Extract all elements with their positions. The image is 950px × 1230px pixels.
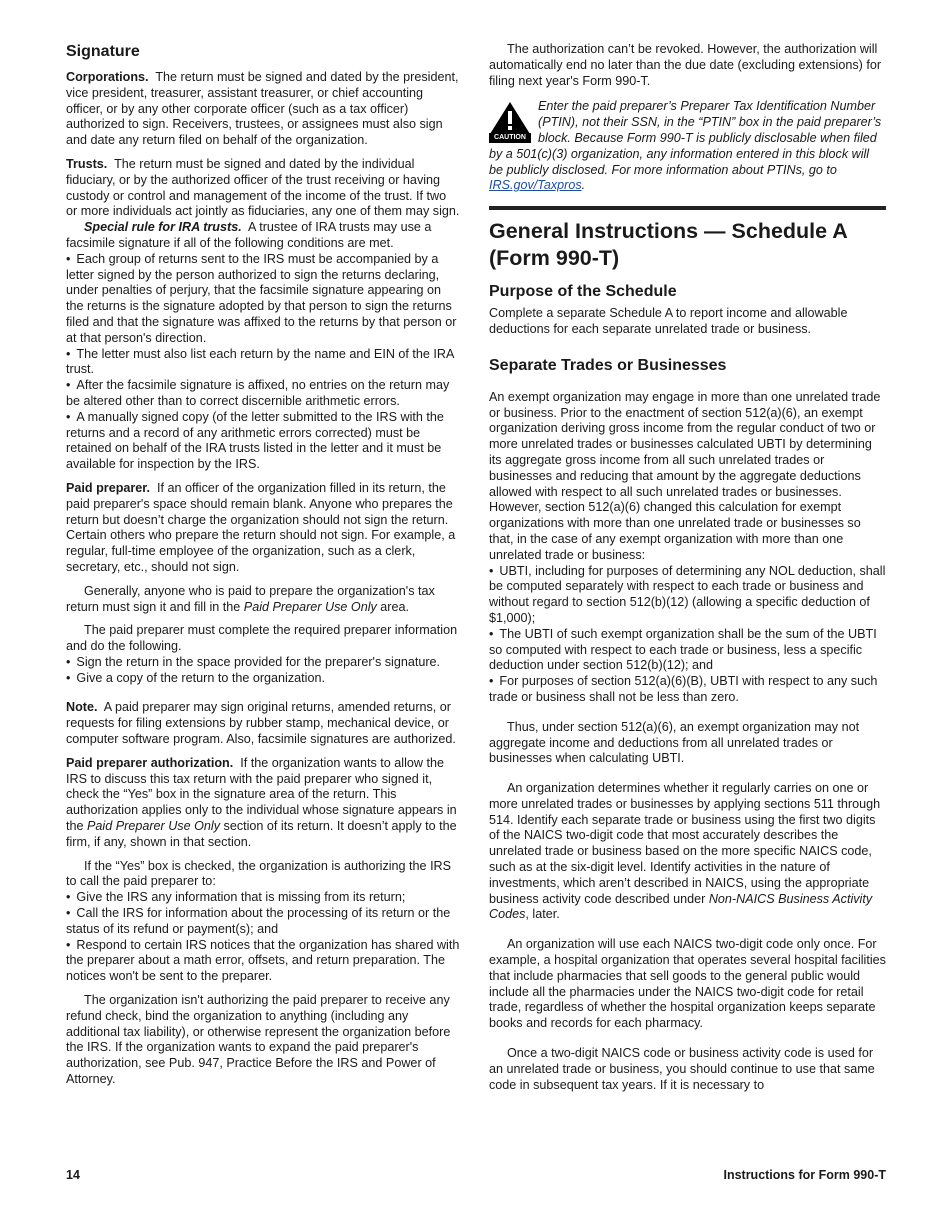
corporations-lead: Corporations. [66,70,149,84]
separate-bullet: • The UBTI of such exempt organization shall be the sum of the UBTI so computed with respect to each trade or business, less a specific deduction under section 512(b)(12); and [489,627,886,674]
authorization-bullet: • Respond to certain IRS notices that the organization has shared with the preparer about a math error, offsets, and return preparation. The notices won't be sent to the preparer. [66,938,460,985]
left-column [66,38,460,1088]
authorization-text-italic: Paid Preparer Use Only [87,819,221,834]
trusts-paragraph [66,157,460,220]
ira-paragraph [66,220,460,252]
preparer-bullet: • Sign the return in the space provided for the preparer's signature. [66,655,460,671]
generally-text-b: area. [380,599,410,614]
naics-once-paragraph: An organization will use each NAICS two-digit code only once. For example, a hospital organization that operates several hospital facilities that include pharmacies that sell goods to the general public would include all the pharmacies under the NAICS two-digit code for retail trade, regardless of whether the hospital organization keeps separate books and records for each pharmacy. [489,937,886,1031]
trusts-lead: Trusts. [66,156,108,171]
ira-bullet: • After the facsimile signature is affixed, no entries on the return may be altered other than to correct discernible arithmetic errors. [66,378,460,410]
authorization-bullet: • Call the IRS for information about the processing of its return or the status of its refund or payment(s); and [66,906,460,938]
warning-triangle-icon [489,101,531,135]
corporations-paragraph [66,70,460,149]
paid-preparer-text: If an officer of the organization filled in its return, the paid preparer's space should remain blank. Anyone who prepares the return but doesn’t charge the organization should not sign the return. Certain others who prepare the return should not sign. For example, a regular, full-time employee of the organization, such as a clerk, secretary, etc., should not sign. [66,480,456,574]
irs-taxpros-link[interactable]: IRS.gov/Taxpros [489,178,582,193]
schedule-a-heading: General Instructions — Schedule A (Form 990-T) [489,219,848,271]
revoke-paragraph: The authorization can’t be revoked. However, the authorization will automatically end no later than the due date (excluding extensions) for filing next year's Form 990-T. [489,42,882,88]
note-lead: Note. [66,700,98,715]
preparer-bullet: • Give a copy of the return to the organization. [66,671,460,687]
page-number: 14 [66,1168,80,1182]
generally-text-a: Generally, anyone who is paid to prepare the organization's tax return must sign it and fill in the [66,583,435,614]
separate-trades-paragraph: An exempt organization may engage in more than one unrelated trade or business. Prior to the enactment of section 512(a)(6), an exempt organization deriving gross income from the regular conduct of two or more unrelated trades or businesses calculated UBTI by determining its aggregate gross income from all such unrelated trades or businesses and reducing that amount by the aggregate deductions allowed with respect to all such unrelated trades or businesses. However, section 512(a)(6) changed this calculation for exempt organizations with more than one unrelated trade or businesses so that, in the case of any exempt organization with more than one unrelated trade or business: [489,389,881,562]
purpose-heading: Purpose of the Schedule [489,283,677,301]
note-paragraph [66,700,460,747]
caution-icon [489,101,531,143]
authorization-closing-paragraph: The organization isn't authorizing the paid preparer to receive any refund check, bind the organization to anything (including any additional tax liability), or otherwise represent the organization before the IRS. If the organization wants to expand the paid preparer's authorization, see Pub. 947, Practice Before the IRS and Power of Attorney. [66,993,451,1087]
caution-text: Enter the paid preparer’s Preparer Tax Identification Number (PTIN), not their SSN, in the “PTIN” box in the paid preparer’s block. Because Form 990-T is publicly disclosable when filed by a 501(c)(3) organization, any information entered in this block will be publicly disclosed. For more information about PTINs, go to [489,99,882,177]
authorization-lead: Paid preparer authorization. [66,755,234,770]
determines-paragraph [489,781,886,923]
authorization-paragraph [66,756,460,851]
generally-text-italic: Paid Preparer Use Only [243,599,377,614]
yes-box-paragraph: If the “Yes” box is checked, the organization is authorizing the IRS to call the paid preparer to: [66,858,452,889]
footer-title: Instructions for Form 990-T [723,1168,886,1182]
separate-bullet: • UBTI, including for purposes of determining any NOL deduction, shall be computed separately with respect to each trade or business and without regard to section 512(b)(12) (allowing a specific deduction of $1,000); [489,564,886,627]
thus-paragraph: Thus, under section 512(a)(6), an exempt organization may not aggregate income and deductions from all unrelated trades or businesses when calculating UBTI. [489,719,860,766]
separate-trades-heading: Separate Trades or Businesses [489,356,727,374]
once-used-paragraph: Once a two-digit NAICS code or business activity code is used for an unrelated trade or business, you should continue to use that same code in subsequent tax years. If it is necessary to [489,1046,875,1092]
generally-paragraph [66,584,460,616]
authorization-text-a: If the organization wants to allow the IRS to discuss this tax return with the paid preparer who signed it, check the “Yes” box in the signature area of the return. This authorization applies only to the individual whose signature appears in the [66,755,457,834]
determines-text-a: An organization determines whether it regularly carries on one or more unrelated trades or businesses by applying sections 511 through 514. Identify each separate trade or business using the first two digits of the NAICS two-digit code that most accurately describes the unrelated trade or business based on the more specific NAICS code, such as at the six-digit level. Identify activities in the nature of investments, which aren’t described in NAICS, using the appropriate business activity code described under [489,781,881,906]
ira-bullet: • A manually signed copy (of the letter submitted to the IRS with the returns and a record of any arithmetic errors corrected) must be retained on behalf of the IRA trusts listed in the letter and it must be available for inspection by the IRS. [66,410,460,473]
purpose-paragraph: Complete a separate Schedule A to report income and allowable deductions for each separate unrelated trade or business. [489,306,848,336]
paid-preparer-paragraph [66,481,460,576]
authorization-text-b: section of its return. It doesn’t apply to the firm, if any, shown in that section. [66,819,457,849]
ira-text: A trustee of IRA trusts may use a facsimile signature if all of the following conditions are met. [66,220,432,250]
caution-note: CAUTION Enter the paid preparer’s Preparer Tax Identification Number (PTIN), not their SSN, in the “PTIN” box in the paid preparer’s block. Because Form 990-T is publicly disclosable when filed by a 501(c)(3) organization, any information entered in this block will be publicly disclosed. For more information about PTINs, go to IRS.gov/Taxpros. [489,99,882,193]
trusts-text: The return must be signed and dated by the individual fiduciary, or by the authorized officer of the trust receiving or having custody or control and management of the income of the trust. If two or more individuals act jointly as fiduciaries, any one of them may sign. [66,156,460,219]
authorization-bullet: • Give the IRS any information that is missing from its return; [66,890,460,906]
determines-text-italic: Non-NAICS Business Activity Codes [489,891,873,922]
section-divider [489,206,886,210]
determines-text-b: , later. [525,907,560,922]
preparer-must-paragraph: The paid preparer must complete the required preparer information and do the following. [66,623,458,654]
note-text: A paid preparer may sign original returns, amended returns, or requests for filing extensions by rubber stamp, mechanical device, or computer software program. Also, facsimile signatures are authorized. [66,700,456,747]
paid-preparer-lead: Paid preparer. [66,480,150,495]
signature-heading: Signature [66,43,140,60]
right-column [489,38,886,1093]
caution-label: CAUTION [489,133,531,143]
ira-bullet: • Each group of returns sent to the IRS must be accompanied by a letter signed by the person authorized to sign the returns declaring, under penalties of perjury, that the facsimile signature appearing on the returns is the signature adopted by that person to sign the returns filed and that the signature was affixed to the returns by that person or at that person's direction. [66,252,460,347]
ira-lead: Special rule for IRA trusts. [84,220,242,235]
separate-bullet: • For purposes of section 512(a)(6)(B), UBTI with respect to any such trade or business shall not be less than zero. [489,674,886,706]
corporations-text: The return must be signed and dated by the president, vice president, treasurer, assistant treasurer, or chief accounting officer, or by any other corporate officer (such as a tax officer) authorized to sign. Receivers, trustees, or assignees must also sign and date any return filed on behalf of the organization. [66,70,459,148]
ira-bullet: • The letter must also list each return by the name and EIN of the IRA trust. [66,347,460,379]
